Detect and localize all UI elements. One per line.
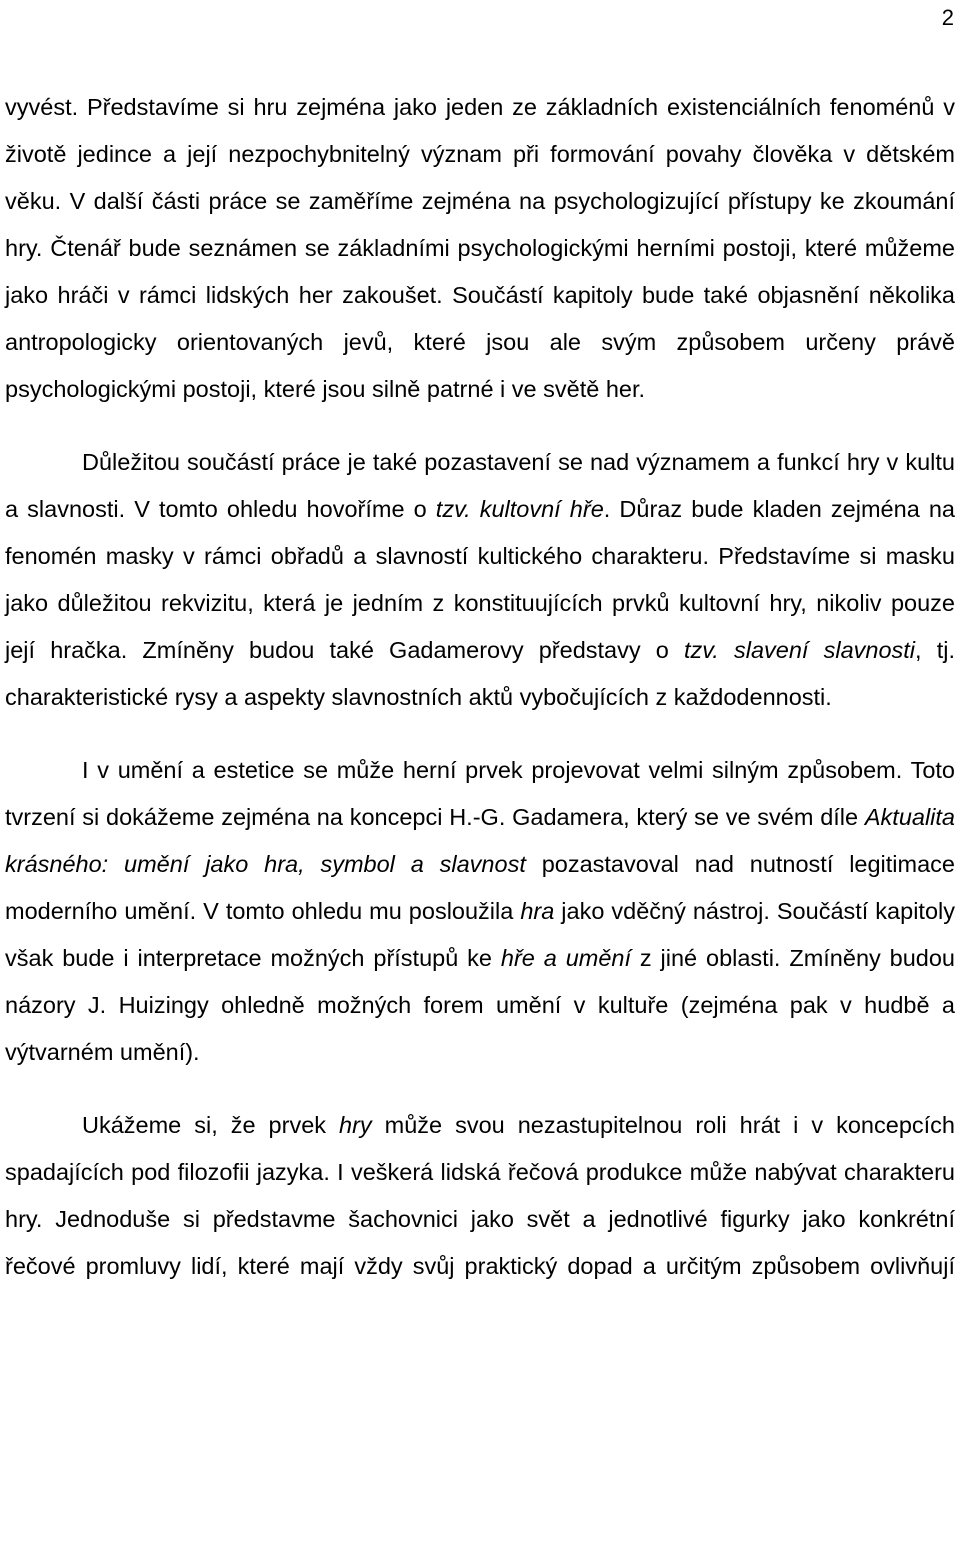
paragraph-2-italic-term: tzv. kultovní hře [435, 496, 604, 522]
paragraph-2-text: Důležitou součástí práce je také pozastavení se nad významem a funkcí hry v kultu a slavnosti. V tomto ohledu hovoříme o [5, 449, 955, 522]
paragraph-4-text: Ukážeme si, že prvek [82, 1112, 339, 1138]
page-number: 2 [941, 5, 954, 30]
paragraph-2-text: . Důraz bude kladen zejména na fenomén masky v rámci obřadů a slavností kultického charakteru. Představíme si masku jako důležitou rekvizitu, která je jedním z konstituujících prvků kultovní hry, nikoliv pouze její hračka. Zmíněny budou také Gadamerovy představy o [5, 496, 956, 663]
paragraph-3-italic-title: Aktualita krásného: umění jako hra, symbol a slavnost [5, 804, 955, 877]
paragraph-3-text: I v umění a estetice se může herní prvek projevovat velmi silným způsobem. Toto tvrzení si dokážeme zejména na koncepci H.-G. Gadamera, který se ve svém díle [5, 757, 955, 830]
paragraph-1 [5, 84, 955, 413]
document-body [5, 84, 955, 1290]
paragraph-3-text: jako vděčný nástroj. Součástí kapitoly však bude i interpretace možných přístupů ke [5, 898, 955, 971]
paragraph-3-italic-term: hra [520, 898, 555, 924]
paragraph-2-text: , tj. charakteristické rysy a aspekty slavnostních aktů vybočujících z každodennosti. [5, 637, 955, 710]
paragraph-4-text: může svou nezastupitelnou roli hrát i v koncepcích spadajících pod filozofii jazyka. I veškerá lidská řečová produkce může nabývat charakteru hry. Jednoduše si představme šachovnici jako svět a jednotlivé figurky jako konkrétní řečové promluvy lidí, které mají vždy svůj praktický dopad a určitým způsobem ovlivňují [5, 1112, 955, 1279]
paragraph-1-text: vyvést. Představíme si hru zejména jako jeden ze základních existenciálních fenoménů v životě jedince a její nezpochybnitelný význam při formování povahy člověka v dětském věku. V další části práce se zaměříme zejména na psychologizující přístupy ke zkoumání hry. Čtenář bude seznámen se základními psychologickými herními postoji, které můžeme jako hráči v rámci lidských her zakoušet. Součástí kapitoly bude také objasnění několika antropologicky orientovaných jevů, které jsou ale svým způsobem určeny právě psychologickými postoji, které jsou silně patrné i ve světě her. [5, 94, 955, 402]
paragraph-3-text: pozastavoval nad nutností legitimace moderního umění. V tomto ohledu mu posloužila [5, 851, 955, 924]
paragraph-3-text: z jiné oblasti. Zmíněny budou názory J. Huizingy ohledně možných forem umění v kultuře (zejména pak v hudbě a výtvarném umění). [5, 945, 956, 1065]
paragraph-2 [5, 439, 955, 721]
paragraph-2-italic-term: tzv. slavení slavnosti [684, 637, 916, 663]
paragraph-3-italic-term: hře a umění [500, 945, 632, 971]
paragraph-4 [5, 1102, 955, 1290]
paragraph-3 [5, 747, 955, 1076]
paragraph-4-italic-term: hry [339, 1112, 372, 1138]
